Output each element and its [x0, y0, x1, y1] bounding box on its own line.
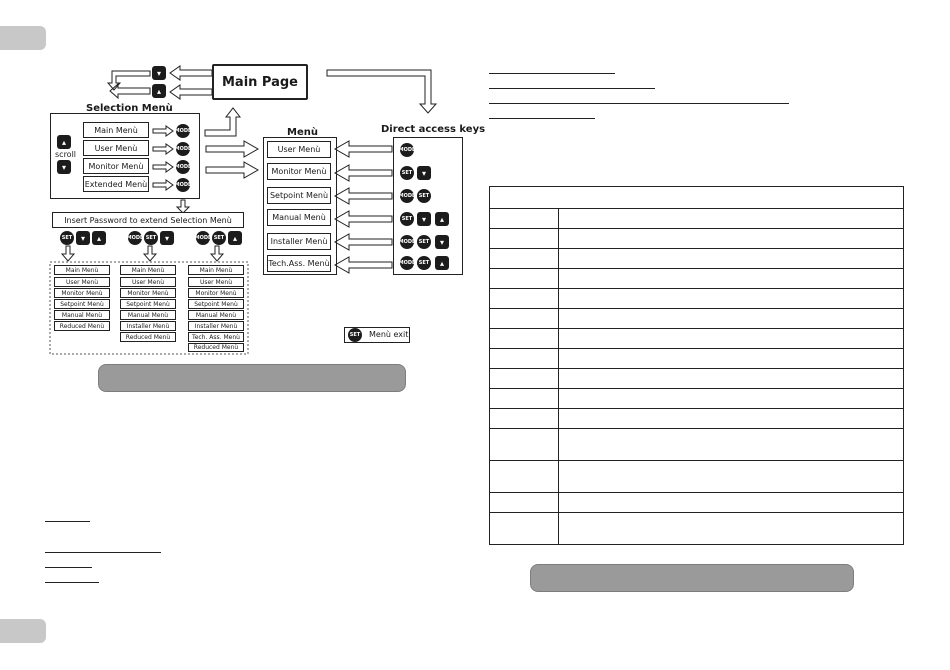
set-key-icon[interactable]: SET [144, 231, 158, 245]
menu-item-monitor[interactable]: Monitor Menù [267, 163, 331, 180]
mode-key-icon[interactable]: MODE [196, 231, 210, 245]
col1-item[interactable]: User Menù [54, 277, 110, 287]
col3-item[interactable]: User Menù [188, 277, 244, 287]
col3-item[interactable]: Setpoint Menù [188, 299, 244, 309]
col2-item[interactable]: Main Menù [120, 265, 176, 275]
arrow-up-key-icon[interactable]: ▴ [92, 231, 106, 245]
table-row [490, 369, 904, 389]
col2-item[interactable]: Reduced Menù [120, 332, 176, 342]
table-row [490, 389, 904, 409]
menu-item-techass[interactable]: Tech.Ass. Menù [267, 255, 331, 272]
set-key-icon[interactable]: SET [400, 166, 414, 180]
table-row [490, 249, 904, 269]
arrow-up-key-icon[interactable]: ▴ [152, 84, 166, 98]
menu-exit-label: Menù exit [369, 330, 409, 339]
table-row [490, 461, 904, 493]
set-key-icon[interactable]: SET [212, 231, 226, 245]
text-underline [489, 88, 655, 89]
col3-item[interactable]: Tech. Ass. Menù [188, 332, 244, 342]
col3-item[interactable]: Main Menù [188, 265, 244, 275]
text-underline [45, 567, 92, 568]
col3-item[interactable]: Monitor Menù [188, 288, 244, 298]
table-row [490, 409, 904, 429]
set-key-icon[interactable]: SET [348, 328, 362, 342]
set-key-icon[interactable]: SET [417, 189, 431, 203]
mode-key-icon[interactable]: MODE [176, 124, 190, 138]
menu-item-user[interactable]: User Menù [267, 141, 331, 158]
table-row [490, 309, 904, 329]
selection-item-extended[interactable]: Extended Menù [83, 176, 149, 192]
col1-item[interactable]: Reduced Menù [54, 321, 110, 331]
selection-item-monitor[interactable]: Monitor Menù [83, 158, 149, 174]
scroll-down-key-icon[interactable]: ▾ [57, 160, 71, 174]
table-row [490, 229, 904, 249]
text-underline [45, 521, 90, 522]
menu-item-setpoint[interactable]: Setpoint Menù [267, 187, 331, 204]
selection-item-user[interactable]: User Menù [83, 140, 149, 156]
col2-item[interactable]: Installer Menù [120, 321, 176, 331]
direct-keys-frame [393, 137, 463, 275]
col3-item[interactable]: Installer Menù [188, 321, 244, 331]
table-header-row [490, 187, 904, 209]
table-row [490, 289, 904, 309]
set-key-icon[interactable]: SET [60, 231, 74, 245]
col1-item[interactable]: Main Menù [54, 265, 110, 275]
mode-key-icon[interactable]: MODE [400, 256, 414, 270]
table-caption-bar [530, 564, 854, 592]
mode-key-icon[interactable]: MODE [128, 231, 142, 245]
table-row [490, 349, 904, 369]
insert-password-box[interactable]: Insert Password to extend Selection Menù [52, 212, 244, 228]
arrow-down-key-icon[interactable]: ▾ [152, 66, 166, 80]
arrow-down-key-icon[interactable]: ▾ [417, 166, 431, 180]
text-underline [489, 103, 789, 104]
figure-caption-bar [98, 364, 406, 392]
col2-item[interactable]: Setpoint Menù [120, 299, 176, 309]
menu-title: Menù [287, 127, 318, 138]
col1-item[interactable]: Monitor Menù [54, 288, 110, 298]
col2-item[interactable]: Manual Menù [120, 310, 176, 320]
scroll-label: scroll [55, 150, 77, 159]
col3-item[interactable]: Reduced Menù [188, 343, 244, 352]
table-row [490, 329, 904, 349]
arrow-down-key-icon[interactable]: ▾ [417, 212, 431, 226]
table-row [490, 429, 904, 461]
table-row [490, 209, 904, 229]
mode-key-icon[interactable]: MODE [176, 178, 190, 192]
set-key-icon[interactable]: SET [417, 256, 431, 270]
main-page-box[interactable]: Main Page [212, 64, 308, 100]
table-row [490, 269, 904, 289]
mode-key-icon[interactable]: MODE [400, 189, 414, 203]
arrow-up-key-icon[interactable]: ▴ [435, 256, 449, 270]
direct-keys-title: Direct access keys [381, 124, 486, 135]
mode-key-icon[interactable]: MODE [400, 143, 414, 157]
col2-item[interactable]: Monitor Menù [120, 288, 176, 298]
table-row [490, 493, 904, 513]
selection-item-main[interactable]: Main Menù [83, 122, 149, 138]
text-underline [45, 552, 161, 553]
arrow-down-key-icon[interactable]: ▾ [76, 231, 90, 245]
col1-item[interactable]: Manual Menù [54, 310, 110, 320]
text-underline [489, 73, 615, 74]
mode-key-icon[interactable]: MODE [400, 235, 414, 249]
table-row [490, 513, 904, 545]
col2-item[interactable]: User Menù [120, 277, 176, 287]
reference-table [489, 186, 904, 545]
arrow-up-key-icon[interactable]: ▴ [435, 212, 449, 226]
text-underline [45, 582, 99, 583]
text-underline [489, 118, 595, 119]
col3-item[interactable]: Manual Menù [188, 310, 244, 320]
menu-item-installer[interactable]: Installer Menù [267, 233, 331, 250]
arrow-up-key-icon[interactable]: ▴ [228, 231, 242, 245]
menu-item-manual[interactable]: Manual Menù [267, 209, 331, 226]
set-key-icon[interactable]: SET [417, 235, 431, 249]
selection-menu-title: Selection Menù [86, 103, 173, 114]
col1-item[interactable]: Setpoint Menù [54, 299, 110, 309]
scroll-up-key-icon[interactable]: ▴ [57, 135, 71, 149]
set-key-icon[interactable]: SET [400, 212, 414, 226]
arrow-down-key-icon[interactable]: ▾ [435, 235, 449, 249]
mode-key-icon[interactable]: MODE [176, 160, 190, 174]
arrow-down-key-icon[interactable]: ▾ [160, 231, 174, 245]
mode-key-icon[interactable]: MODE [176, 142, 190, 156]
